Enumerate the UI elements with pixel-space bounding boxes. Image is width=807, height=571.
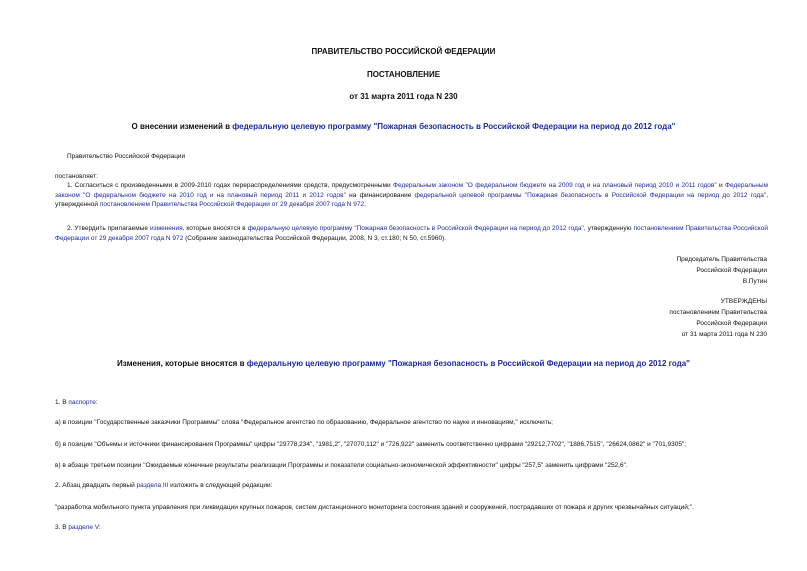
signature-title: Председатель Правительства [676,256,767,263]
decrees-line: постановляет: [55,173,98,180]
signature-name: В.Путин [742,278,767,285]
budget-law-2010-link[interactable]: Федеральным законом "О федеральном бюджете на 2010 год и на плановый период 2011 и 2012 годов" [55,182,768,199]
passport-link[interactable]: паспорте [68,399,96,406]
paragraph-1: 1. Согласиться с произведенными в 2009-2010 годах перераспределениями средств, предусмотренными Федеральным законом "О федеральном бюджете на 2009 год и на плановый период 2010 и 2011 годов" и Федеральным законом "О федеральном бюджете на 2010 год и на плановый период 2011 и 2012 годов" на финансирование федеральной целевой программы "Пожарная безопасность в Российской Федерации на период до 2012 года", утвержденной постановлением Правительства Российской Федерации от 29 декабря 2007 года N 972. [55,182,768,208]
decree-972-link-p2[interactable]: постановлением Правительства Российской Федерации от 29 декабря 2007 года N 972 [55,225,768,242]
program-link[interactable]: федеральную целевую программу "Пожарная безопасность в Российской Федерации на период до 2012 года" [232,122,676,131]
approved-label: УТВЕРЖДЕНЫ [720,298,767,305]
approved-by: постановлением Правительства [669,309,767,316]
date-number-heading: от 31 марта 2011 года N 230 [349,92,458,101]
changes-title [0,359,807,368]
item-c: в) в абзаце третьем позиции "Ожидаемые конечные результаты реализации Программы и показатели социально-экономической эффективности" цифры "257,5" заменить цифрами "252,6". [55,462,628,469]
approved-country: Российской Федерации [696,320,767,327]
document-title [0,122,807,131]
government-line: Правительство Российской Федерации [67,153,186,160]
item-b: б) в позиции "Объемы и источники финансирования Программы" цифры "29778,234", "1981,2", "27070,112" и "726,922" заменить соответственно цифрами "29212,7702", "1886,7515", "26624,0862" и "701,9305"; [55,441,687,448]
title-prefix: О внесении изменений в [131,122,233,131]
item-3: 3. В разделе V: [55,524,101,531]
changes-link[interactable]: изменения [149,225,183,232]
paragraph-2: 2. Утвердить прилагаемые изменения, которые вносятся в федеральную целевую программу "Пожарная безопасность в Российской Федерации на период до 2012 года", утвержденную постановлением Правительства Российской Федерации от 29 декабря 2007 года N 972 (Собрание законодательства Российской Федерации, 2008, N 3, ст.180; N 50, ст.5960). [55,225,768,242]
changes-program-link[interactable]: федеральную целевую программу "Пожарная безопасность в Российской Федерации на период до 2012 года" [246,359,690,368]
item-1: 1. В паспорте: [55,399,98,406]
section-3-link[interactable]: раздела III [136,482,169,489]
signature-country: Российской Федерации [696,267,767,274]
government-heading: ПРАВИТЕЛЬСТВО РОССИЙСКОЙ ФЕДЕРАЦИИ [311,47,496,56]
doc-type-heading: ПОСТАНОВЛЕНИЕ [366,70,441,79]
approved-block [669,296,767,340]
changes-title-prefix: Изменения, которые вносятся в [117,359,247,368]
decree-972-link[interactable]: постановлением Правительства Российской Федерации от 29 декабря 2007 года N 972 [99,201,365,208]
item-a: а) в позиции "Государственные заказчики Программы" слова "Федеральное агентство по образованию, Федеральное агентство по науке и инновациям," исключить; [55,419,553,426]
program-link-p2[interactable]: федеральную целевую программу "Пожарная безопасность в Российской Федерации на период до 2012 года" [247,225,584,232]
program-link-p1[interactable]: федеральной целевой программы "Пожарная безопасность в Российской Федерации на период до 2012 года" [414,191,767,199]
budget-law-2009-link[interactable]: Федеральным законом "О федеральном бюджете на 2009 год и на плановый период 2010 и 2011 годов" [393,182,717,189]
signature-block [676,254,767,287]
section-5-link[interactable]: разделе V [68,524,99,531]
item-2: 2. Абзац двадцать первый раздела III изложить в следующей редакции: [55,482,273,489]
item-2-quote: "разработка мобильного пункта управления при ликвидации крупных пожаров, систем дистанционного мониторинга состояния зданий и сооружений, пострадавших от пожара и других чрезвычайных ситуаций;". [55,504,694,511]
approved-date: от 31 марта 2011 года N 230 [681,331,767,338]
